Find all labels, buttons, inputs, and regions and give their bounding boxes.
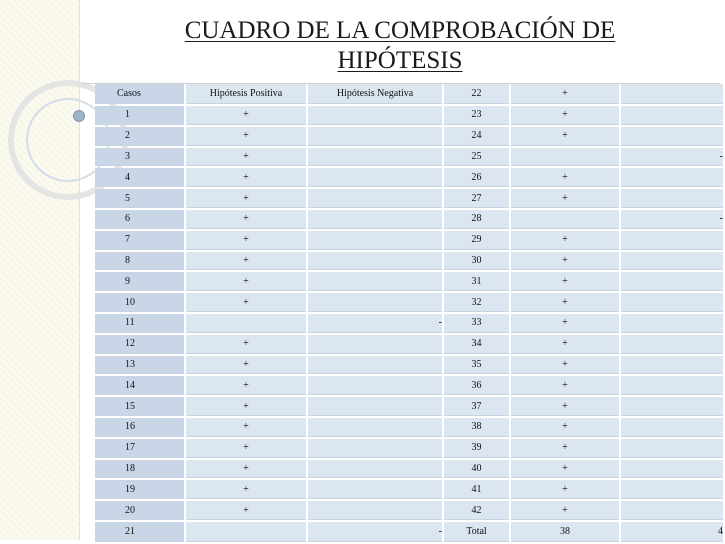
cell-positiva: + bbox=[186, 210, 306, 229]
cell-negativa-2 bbox=[621, 397, 723, 416]
cell-negativa bbox=[308, 376, 442, 395]
header-hipotesis-positiva: Hipótesis Positiva bbox=[186, 84, 306, 104]
table-row bbox=[95, 252, 723, 271]
cell-negativa bbox=[308, 356, 442, 375]
cell-positiva-2: + bbox=[511, 106, 619, 125]
cell-caso-2: 22 bbox=[444, 84, 509, 104]
cell-negativa bbox=[308, 480, 442, 499]
cell-caso: 12 bbox=[95, 335, 184, 354]
cell-positiva-2: + bbox=[511, 168, 619, 187]
cell-caso: 5 bbox=[95, 189, 184, 208]
table-header-row bbox=[95, 84, 723, 104]
cell-positiva-2: + bbox=[511, 127, 619, 146]
cell-positiva-2: + bbox=[511, 356, 619, 375]
cell-caso-2: 41 bbox=[444, 480, 509, 499]
cell-caso-2: 24 bbox=[444, 127, 509, 146]
cell-positiva: + bbox=[186, 418, 306, 437]
decorative-dot bbox=[73, 110, 85, 122]
cell-positiva-2: + bbox=[511, 376, 619, 395]
cell-caso: 4 bbox=[95, 168, 184, 187]
cell-positiva: + bbox=[186, 397, 306, 416]
cell-positiva: + bbox=[186, 231, 306, 250]
cell-caso: 8 bbox=[95, 252, 184, 271]
cell-caso: 20 bbox=[95, 501, 184, 520]
cell-negativa-2 bbox=[621, 106, 723, 125]
cell-negativa-2 bbox=[621, 418, 723, 437]
table-row bbox=[95, 418, 723, 437]
cell-positiva-2: + bbox=[511, 231, 619, 250]
cell-negativa-2 bbox=[621, 480, 723, 499]
cell-positiva-2: + bbox=[511, 460, 619, 479]
cell-negativa-2 bbox=[621, 460, 723, 479]
table-row bbox=[95, 189, 723, 208]
cell-negativa bbox=[308, 148, 442, 167]
cell-negativa: - bbox=[308, 522, 442, 542]
cell-negativa-2: - bbox=[621, 148, 723, 167]
cell-negativa-2 bbox=[621, 376, 723, 395]
cell-positiva: + bbox=[186, 252, 306, 271]
cell-negativa bbox=[308, 293, 442, 312]
cell-negativa-2 bbox=[621, 293, 723, 312]
table-row bbox=[95, 314, 723, 333]
table-row bbox=[95, 106, 723, 125]
cell-negativa bbox=[308, 272, 442, 291]
cell-positiva-2: + bbox=[511, 293, 619, 312]
cell-negativa-2 bbox=[621, 127, 723, 146]
cell-positiva-2: + bbox=[511, 84, 619, 104]
cell-negativa-2 bbox=[621, 252, 723, 271]
cell-caso-2: 28 bbox=[444, 210, 509, 229]
cell-negativa bbox=[308, 127, 442, 146]
cell-positiva-2: + bbox=[511, 480, 619, 499]
table-row bbox=[95, 168, 723, 187]
cell-negativa-2 bbox=[621, 189, 723, 208]
cell-caso: 18 bbox=[95, 460, 184, 479]
cell-positiva: + bbox=[186, 335, 306, 354]
cell-positiva-2: + bbox=[511, 439, 619, 458]
cell-negativa bbox=[308, 460, 442, 479]
cell-negativa bbox=[308, 397, 442, 416]
cell-negativa bbox=[308, 252, 442, 271]
cell-negativa bbox=[308, 189, 442, 208]
table-row bbox=[95, 439, 723, 458]
cell-caso-2: 40 bbox=[444, 460, 509, 479]
cell-positiva: + bbox=[186, 127, 306, 146]
cell-caso: 10 bbox=[95, 293, 184, 312]
cell-negativa bbox=[308, 501, 442, 520]
cell-caso-2: 23 bbox=[444, 106, 509, 125]
cell-caso-2: 35 bbox=[444, 356, 509, 375]
cell-negativa bbox=[308, 335, 442, 354]
cell-positiva: + bbox=[186, 480, 306, 499]
cell-caso-2: 42 bbox=[444, 501, 509, 520]
cell-positiva: + bbox=[186, 501, 306, 520]
cell-negativa-2 bbox=[621, 335, 723, 354]
cell-caso: 13 bbox=[95, 356, 184, 375]
cell-negativa-2 bbox=[621, 501, 723, 520]
table-row bbox=[95, 231, 723, 250]
cell-caso: 14 bbox=[95, 376, 184, 395]
table-row bbox=[95, 127, 723, 146]
table-total-row bbox=[95, 522, 723, 542]
cell-caso-2: 37 bbox=[444, 397, 509, 416]
table-row bbox=[95, 148, 723, 167]
table-row bbox=[95, 356, 723, 375]
table-row bbox=[95, 335, 723, 354]
cell-caso: 19 bbox=[95, 480, 184, 499]
header-casos: Casos bbox=[95, 84, 184, 104]
cell-positiva: + bbox=[186, 439, 306, 458]
cell-caso: 17 bbox=[95, 439, 184, 458]
cell-positiva-2: + bbox=[511, 397, 619, 416]
table-row bbox=[95, 272, 723, 291]
cell-positiva-2: + bbox=[511, 418, 619, 437]
cell-caso-2: 27 bbox=[444, 189, 509, 208]
cell-positiva bbox=[186, 522, 306, 542]
cell-negativa-2: - bbox=[621, 210, 723, 229]
cell-positiva: + bbox=[186, 376, 306, 395]
table-row bbox=[95, 460, 723, 479]
cell-caso-2: 31 bbox=[444, 272, 509, 291]
cell-negativa bbox=[308, 168, 442, 187]
cell-caso-2: 29 bbox=[444, 231, 509, 250]
cell-caso-2: 39 bbox=[444, 439, 509, 458]
cell-positiva-2: + bbox=[511, 272, 619, 291]
cell-negativa-2 bbox=[621, 84, 723, 104]
cell-positiva: + bbox=[186, 106, 306, 125]
cell-positiva-2: + bbox=[511, 189, 619, 208]
cell-caso-2: 32 bbox=[444, 293, 509, 312]
cell-positiva: + bbox=[186, 168, 306, 187]
cell-caso-2: 25 bbox=[444, 148, 509, 167]
cell-positiva: + bbox=[186, 148, 306, 167]
table-row bbox=[95, 397, 723, 416]
cell-negativa-2 bbox=[621, 168, 723, 187]
cell-caso: 2 bbox=[95, 127, 184, 146]
cell-caso-2: Total bbox=[444, 522, 509, 542]
cell-negativa bbox=[308, 210, 442, 229]
cell-negativa bbox=[308, 231, 442, 250]
table-row bbox=[95, 210, 723, 229]
cell-negativa-2 bbox=[621, 439, 723, 458]
cell-positiva: + bbox=[186, 272, 306, 291]
table-row bbox=[95, 293, 723, 312]
cell-caso-2: 33 bbox=[444, 314, 509, 333]
cell-caso: 21 bbox=[95, 522, 184, 542]
cell-caso: 11 bbox=[95, 314, 184, 333]
cell-positiva-2: 38 bbox=[511, 522, 619, 542]
cell-positiva: + bbox=[186, 460, 306, 479]
table-row bbox=[95, 480, 723, 499]
cell-caso: 3 bbox=[95, 148, 184, 167]
cell-positiva bbox=[186, 314, 306, 333]
cell-negativa: - bbox=[308, 314, 442, 333]
cell-positiva-2 bbox=[511, 148, 619, 167]
cell-caso: 7 bbox=[95, 231, 184, 250]
cell-positiva-2: + bbox=[511, 314, 619, 333]
cell-positiva: + bbox=[186, 293, 306, 312]
cell-caso: 15 bbox=[95, 397, 184, 416]
cell-negativa bbox=[308, 418, 442, 437]
cell-negativa bbox=[308, 106, 442, 125]
cell-caso-2: 36 bbox=[444, 376, 509, 395]
cell-negativa-2 bbox=[621, 356, 723, 375]
cell-positiva: + bbox=[186, 189, 306, 208]
cell-caso-2: 34 bbox=[444, 335, 509, 354]
table-row bbox=[95, 376, 723, 395]
slide-title: CUADRO DE LA COMPROBACIÓN DE HIPÓTESIS bbox=[184, 17, 616, 74]
cell-caso: 1 bbox=[95, 106, 184, 125]
header-hipotesis-negativa: Hipótesis Negativa bbox=[308, 84, 442, 104]
cell-caso-2: 38 bbox=[444, 418, 509, 437]
cell-positiva-2: + bbox=[511, 335, 619, 354]
cell-positiva: + bbox=[186, 356, 306, 375]
cell-positiva-2 bbox=[511, 210, 619, 229]
cell-caso: 6 bbox=[95, 210, 184, 229]
cell-negativa-2 bbox=[621, 231, 723, 250]
cell-caso: 9 bbox=[95, 272, 184, 291]
hypothesis-table bbox=[93, 82, 725, 544]
cell-positiva-2: + bbox=[511, 501, 619, 520]
cell-positiva-2: + bbox=[511, 252, 619, 271]
cell-caso-2: 30 bbox=[444, 252, 509, 271]
cell-caso-2: 26 bbox=[444, 168, 509, 187]
cell-negativa-2: 4 bbox=[621, 522, 723, 542]
cell-negativa-2 bbox=[621, 272, 723, 291]
cell-negativa-2 bbox=[621, 314, 723, 333]
table-row bbox=[95, 501, 723, 520]
cell-caso: 16 bbox=[95, 418, 184, 437]
cell-negativa bbox=[308, 439, 442, 458]
